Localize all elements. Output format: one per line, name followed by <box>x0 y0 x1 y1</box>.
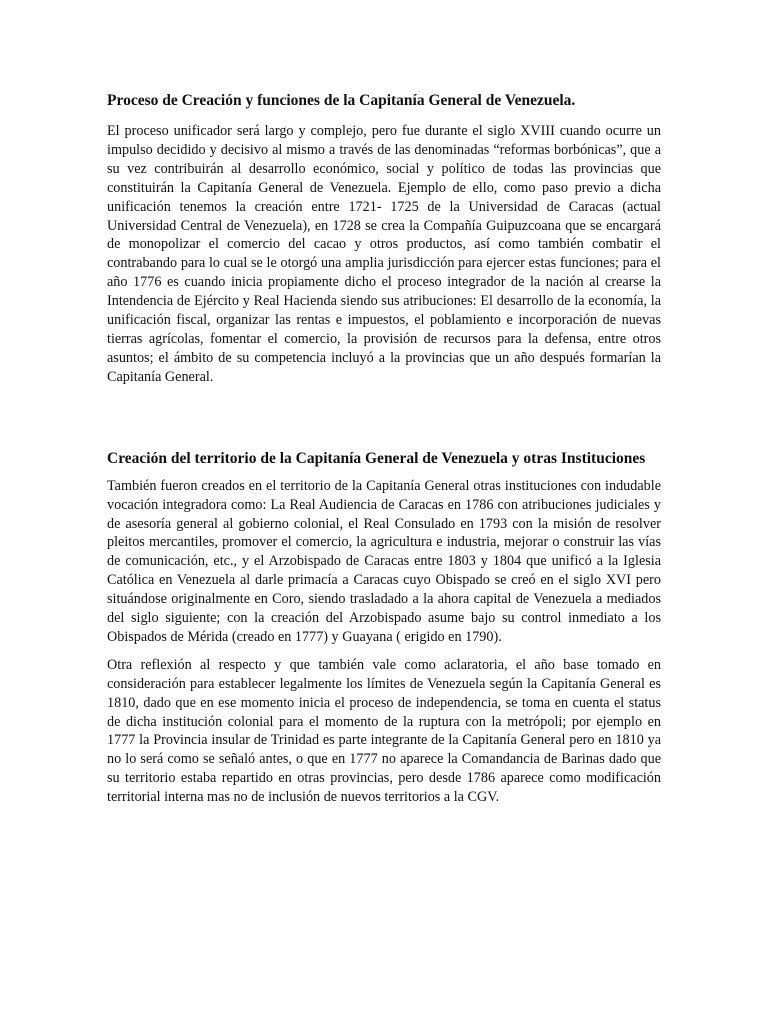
paragraph-unification-process: El proceso unificador será largo y complejo, pero fue durante el siglo XVIII cuando ocurre un impulso decidido y decisivo al mismo a través de las denominadas “reformas borbónicas”, que a su vez contribuirán al desarrollo económico, social y político de todas las provincias que constituirán la Capitanía General de Venezuela. Ejemplo de ello, como paso previo a dicha unificación tenemos la creación entre 1721- 1725 de la Universidad de Caracas (actual Universidad Central de Venezuela), en 1728 se crea la Compañía Guipuzcoana que se encargará de monopolizar el comercio del cacao y otros productos, así como también combatir el contrabando para lo cual se le otorgó una amplia jurisdicción para ejercer estas funciones; para el año 1776 es cuando inicia propiamente dicho el proceso integrador de la nación al crearse la Intendencia de Ejército y Real Hacienda siendo sus atribuciones: El desarrollo de la economía, la unificación fiscal, organizar las rentas e impuestos, el poblamiento e incorporación de nuevas tierras agrícolas, fomentar el comercio, la provisión de recursos para la defensa, entre otros asuntos; el ámbito de su competencia incluyó a la provincias que un año después formarían la Capitanía General. <box>107 123 661 385</box>
section-heading-territory-institutions: Creación del territorio de la Capitanía General de Venezuela y otras Instituciones <box>107 449 646 467</box>
paragraph-other-institutions: También fueron creados en el territorio de la Capitanía General otras instituciones con indudable vocación integradora como: La Real Audiencia de Caracas en 1786 con atribuciones judiciales y de asesoría general al gobierno colonial, el Real Consulado en 1793 con la misión de resolver pleitos mercantiles, promover el comercio, la agricultura e industria, mejorar o construir las vías de comunicación, etc., y el Arzobispado de Caracas entre 1803 y 1804 que unificó a la Iglesia Católica en Venezuela al darle primacía a Caracas cuyo Obispado se creó en el siglo XVI pero situándose originalmente en Coro, siendo trasladado a la ahora capital de Venezuela a mediados del siglo siguiente; con la creación del Arzobispado asume bajo su control inmediato a los Obispados de Mérida (creado en 1777) y Guayana ( erigido en 1790). <box>107 477 661 645</box>
paragraph-base-year-reflection: Otra reflexión al respecto y que también vale como aclaratoria, el año base tomado en consideración para establecer legalmente los límites de Venezuela según la Capitanía General es 1810, dado que en ese momento inicia el proceso de independencia, se toma en cuenta el status de dicha institución colonial para el momento de la ruptura con la metrópoli; por ejemplo en 1777 la Provincia insular de Trinidad es parte integrante de la Capitanía General pero en 1810 ya no lo será como se señaló antes, o que en 1777 no aparece la Comandancia de Barinas dado que su territorio estaba repartido en otras provincias, pero desde 1786 aparece como modificación territorial interna mas no de inclusión de nuevos territorios a la CGV. <box>107 656 661 806</box>
document-page <box>107 90 661 816</box>
section-heading-creation-functions: Proceso de Creación y funciones de la Capitanía General de Venezuela. <box>107 92 576 109</box>
